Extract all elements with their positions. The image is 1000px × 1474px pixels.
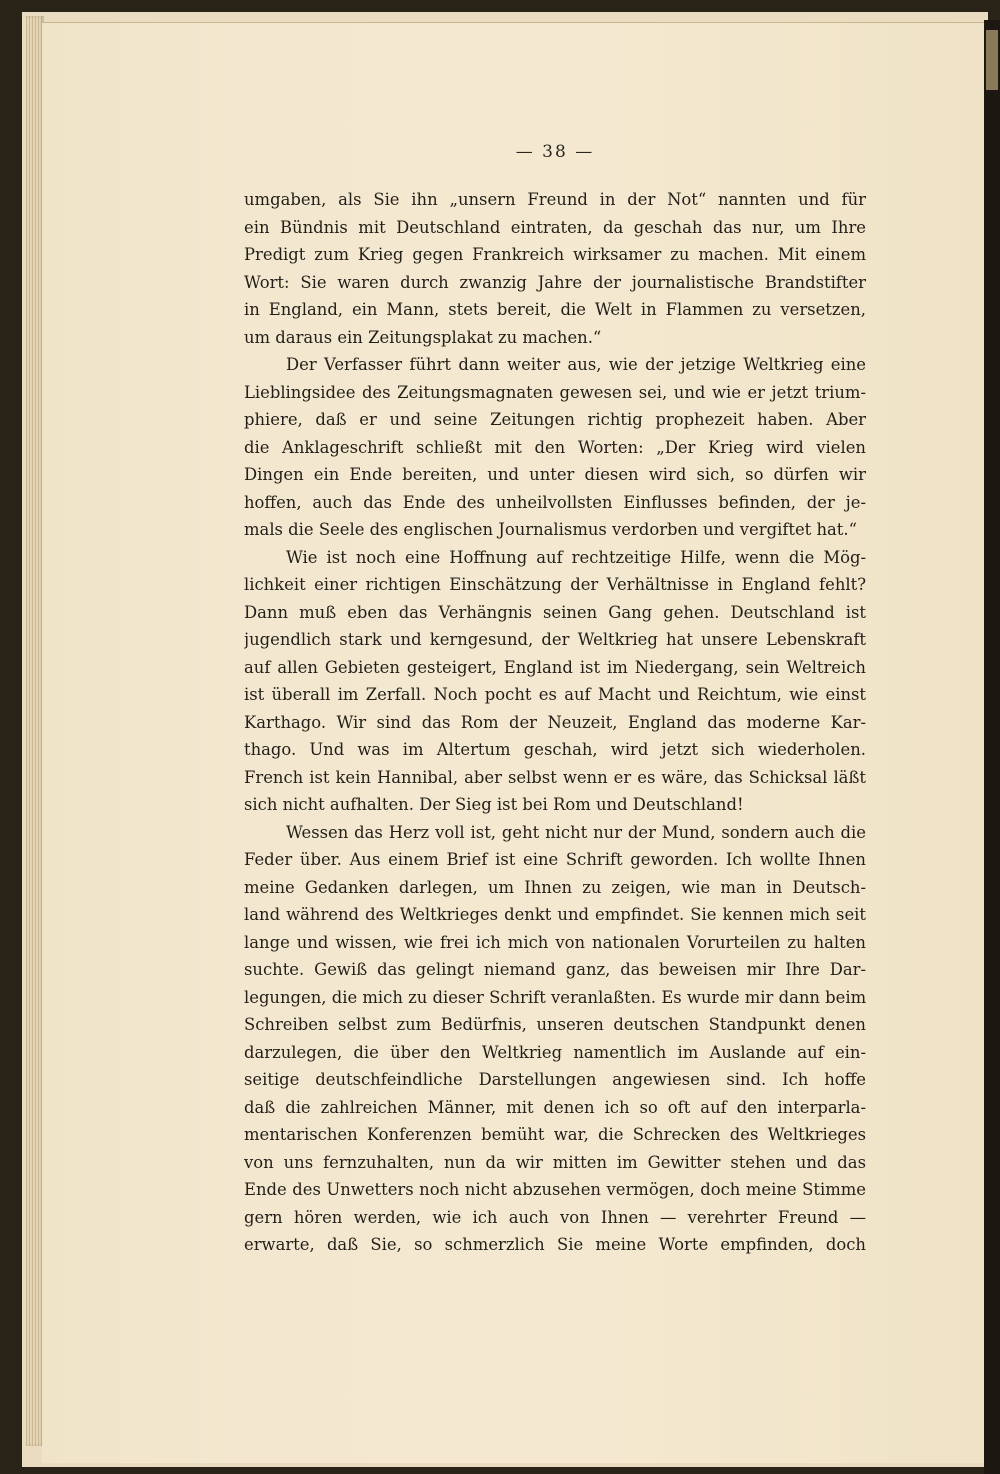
text-line: auf allen Gebieten gesteigert, England ist im Niedergang, sein Weltreich <box>244 657 866 677</box>
text-line: Dann muß eben das Verhängnis seinen Gang gehen. Deutschland ist <box>244 602 866 622</box>
text-line: mentarischen Konferenzen bemüht war, die Schrecken des Weltkrieges <box>244 1125 866 1144</box>
text-line: Wessen das Herz voll ist, geht nicht nur der Mund, sondern auch die <box>286 822 866 842</box>
text-line: jugendlich stark und kerngesund, der Weltkrieg hat unsere Lebenskraft <box>244 630 866 649</box>
text-line: land während des Weltkrieges denkt und empfindet. Sie kennen mich seit <box>244 905 866 924</box>
text-line: hoffen, auch das Ende des unheilvollsten Einflusses befinden, der je- <box>244 492 866 512</box>
text-line: Ende des Unwetters noch nicht abzusehen vermögen, doch meine Stimme <box>244 1180 866 1199</box>
text-line: seitige deutschfeindliche Darstellungen angewiesen sind. Ich hoffe <box>244 1070 866 1089</box>
text-line: Predigt zum Krieg gegen Frankreich wirksamer zu machen. Mit einem <box>244 245 866 264</box>
scanner-strip <box>986 30 998 90</box>
page-number: — 38 — <box>515 142 595 162</box>
text-line: Wie ist noch eine Hoffnung auf rechtzeitige Hilfe, wenn die Mög- <box>286 547 866 567</box>
text-line: phiere, daß er und seine Zeitungen richtig prophezeit haben. Aber <box>244 410 866 429</box>
text-line: Dingen ein Ende bereiten, und unter diesen wird sich, so dürfen wir <box>244 465 866 484</box>
text-line: thago. Und was im Altertum geschah, wird jetzt sich wiederholen. <box>244 740 866 759</box>
text-line: Wort: Sie waren durch zwanzig Jahre der journalistische Brandstifter <box>244 272 866 292</box>
text-line: legungen, die mich zu dieser Schrift veranlaßten. Es wurde mir dann beim <box>244 987 866 1007</box>
text-line: Schreiben selbst zum Bedürfnis, unseren deutschen Standpunkt denen <box>244 1015 866 1034</box>
body-text <box>244 186 866 1259</box>
text-line: lange und wissen, wie frei ich mich von nationalen Vorurteilen zu halten <box>244 932 866 952</box>
text-line: Lieblingsidee des Zeitungsmagnaten gewesen sei, und wie er jetzt trium- <box>244 382 866 402</box>
text-line: mals die Seele des englischen Journalismus verdorben und vergiftet hat.“ <box>244 520 857 539</box>
text-line: lichkeit einer richtigen Einschätzung der Verhältnisse in England fehlt? <box>244 575 866 594</box>
text-line: meine Gedanken darlegen, um Ihnen zu zeigen, wie man in Deutsch- <box>244 877 866 897</box>
text-line: daß die zahlreichen Männer, mit denen ich so oft auf den interparla- <box>244 1097 866 1117</box>
scanner-edge <box>984 20 1000 1474</box>
text-line: in England, ein Mann, stets bereit, die Welt in Flammen zu versetzen, <box>244 300 866 319</box>
text-line: Feder über. Aus einem Brief ist eine Schrift geworden. Ich wollte Ihnen <box>244 850 866 869</box>
text-line: um daraus ein Zeitungsplakat zu machen.“ <box>244 327 602 347</box>
text-line: die Anklageschrift schließt mit den Worten: „Der Krieg wird vielen <box>244 437 866 457</box>
text-line: sich nicht aufhalten. Der Sieg ist bei Rom und Deutschland! <box>244 795 744 814</box>
text-line: ein Bündnis mit Deutschland eintraten, da geschah das nur, um Ihre <box>244 217 866 237</box>
text-line: umgaben, als Sie ihn „unsern Freund in der Not“ nannten und für <box>244 190 866 209</box>
text-line: suchte. Gewiß das gelingt niemand ganz, das beweisen mir Ihre Dar- <box>244 960 866 979</box>
text-line: von uns fernzuhalten, nun da wir mitten im Gewitter stehen und das <box>244 1152 866 1172</box>
text-line: erwarte, daß Sie, so schmerzlich Sie meine Worte empfinden, doch <box>244 1235 866 1254</box>
text-line: Karthago. Wir sind das Rom der Neuzeit, England das moderne Kar- <box>244 712 866 732</box>
text-line: ist überall im Zerfall. Noch pocht es auf Macht und Reichtum, wie einst <box>244 685 866 704</box>
text-line: French ist kein Hannibal, aber selbst wenn er es wäre, das Schicksal läßt <box>244 767 866 787</box>
text-line: darzulegen, die über den Weltkrieg namentlich im Auslande auf ein- <box>244 1042 866 1062</box>
text-line: Der Verfasser führt dann weiter aus, wie der jetzige Weltkrieg eine <box>286 355 866 374</box>
text-line: gern hören werden, wie ich auch von Ihnen — verehrter Freund — <box>244 1207 866 1227</box>
